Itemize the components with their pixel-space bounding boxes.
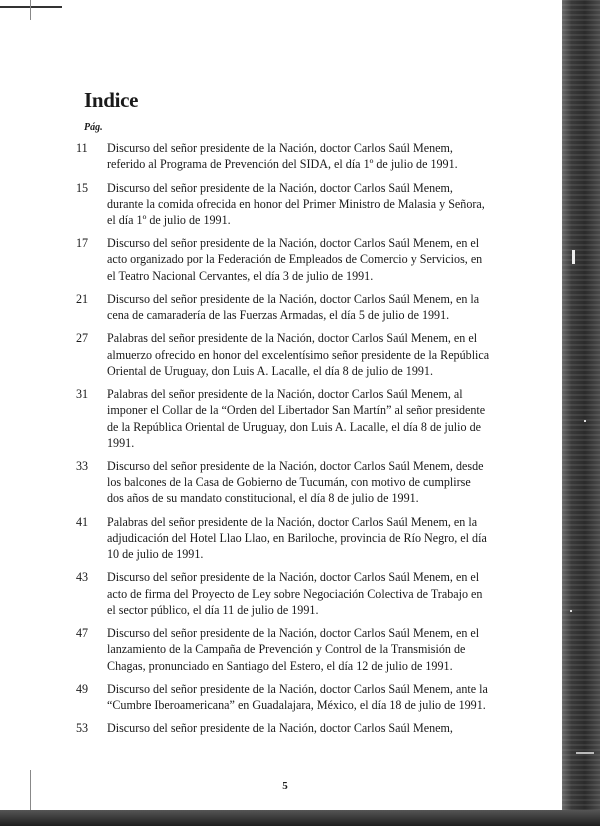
scan-artifact-right-edge [562,0,600,826]
toc-entry-text: Discurso del señor presidente de la Nación, doctor Carlos Saúl Menem, en el acto de firma del Proyecto de Ley sobre Negociación Colectiva de Trabajo en el sector público, el día 11 de julio de 1991. [107,570,483,617]
toc-entry [76,720,490,736]
toc-entry [76,514,490,563]
toc-entry [76,625,490,674]
toc-entry [76,291,490,323]
toc-page-number: 31 [76,387,89,402]
toc-entry [76,330,490,379]
toc-entry [76,569,490,618]
scan-artifact-top [0,6,62,8]
toc-page-number: 17 [76,236,89,251]
toc-page-number: 53 [76,721,89,736]
page-column-label: Pág. [84,122,103,133]
toc-entry [76,386,490,451]
page-number: 5 [282,780,288,792]
toc-page-number: 47 [76,626,89,641]
toc-entry-text: Palabras del señor presidente de la Nación, doctor Carlos Saúl Menem, en la adjudicación del Hotel Llao Llao, en Bariloche, provincia de Río Negro, el día 10 de julio de 1991. [107,514,487,562]
toc-page-number: 11 [76,141,88,155]
toc-entry-text: Discurso del señor presidente de la Nación, doctor Carlos Saúl Menem, ante la “Cumbre Iberoamericana” en Guadalajara, México, el día 18 de julio de 1991. [107,681,488,713]
toc-page-number: 43 [76,570,89,585]
toc-entry [76,458,490,507]
toc-entry [76,140,490,172]
toc-page-number: 21 [76,291,89,306]
toc-page-number: 49 [76,681,89,696]
toc-entry-text: Discurso del señor presidente de la Nación, doctor Carlos Saúl Menem, en la cena de camaradería de las Fuerzas Armadas, el día 5 de julio de 1991. [107,291,480,323]
toc-entry [76,180,490,229]
toc-entry [76,235,490,284]
toc-entry [76,681,490,713]
toc-page-number: 33 [76,459,89,474]
toc-entry-text: Discurso del señor presidente de la Nación, doctor Carlos Saúl Menem, en el lanzamiento de la Campaña de Prevención y Control de la Transmisión de Chagas, pronunciado en Santiago del Estero, el día 12 de julio de 1991. [107,626,480,673]
toc-entry-text: Discurso del señor presidente de la Nación, doctor Carlos Saúl Menem, desde los balcones de la Casa de Gobierno de Tucumán, con motivo de cumplirse dos años de su mandato constitucional, el día 8 de julio de 1991. [107,459,484,506]
toc-entry-text: Discurso del señor presidente de la Nación, doctor Carlos Saúl Menem, en el acto organizado por la Federación de Empleados de Comercio y Servicios, en el Teatro Nacional Cervantes, el día 3 de julio de 1991. [107,236,483,283]
toc-entry-text: Palabras del señor presidente de la Nación, doctor Carlos Saúl Menem, al imponer el Collar de la “Orden del Libertador San Martín” al señor presidente de la República Oriental de Uruguay, don Luis A. Lacalle, el día 8 de julio de 1991. [107,387,486,450]
toc-entry-text: Discurso del señor presidente de la Nación, doctor Carlos Saúl Menem, [107,721,453,736]
scan-artifact-bottom-edge [0,810,600,826]
toc-page-number: 15 [76,180,89,195]
toc-page-number: 41 [76,514,89,529]
toc-entry-text: Discurso del señor presidente de la Nación, doctor Carlos Saúl Menem, durante la comida ofrecida en honor del Primer Ministro de Malasia y Señora, el día 1º de julio de 1991. [107,180,485,227]
toc-entry-text: Palabras del señor presidente de la Nación, doctor Carlos Saúl Menem, en el almuerzo ofrecido en honor del excelentísimo señor presidente de la República Oriental de Uruguay, don Luis A. Lacalle, el día 8 de julio de 1991. [107,331,490,378]
toc-page-number: 27 [76,331,89,346]
scan-artifact-left-top [30,0,31,20]
toc-entry-text: Discurso del señor presidente de la Nación, doctor Carlos Saúl Menem, referido al Programa de Prevención del SIDA, el día 1º de julio de 1991. [107,141,458,172]
table-of-contents [76,140,490,744]
page-title: Indice [84,88,139,112]
